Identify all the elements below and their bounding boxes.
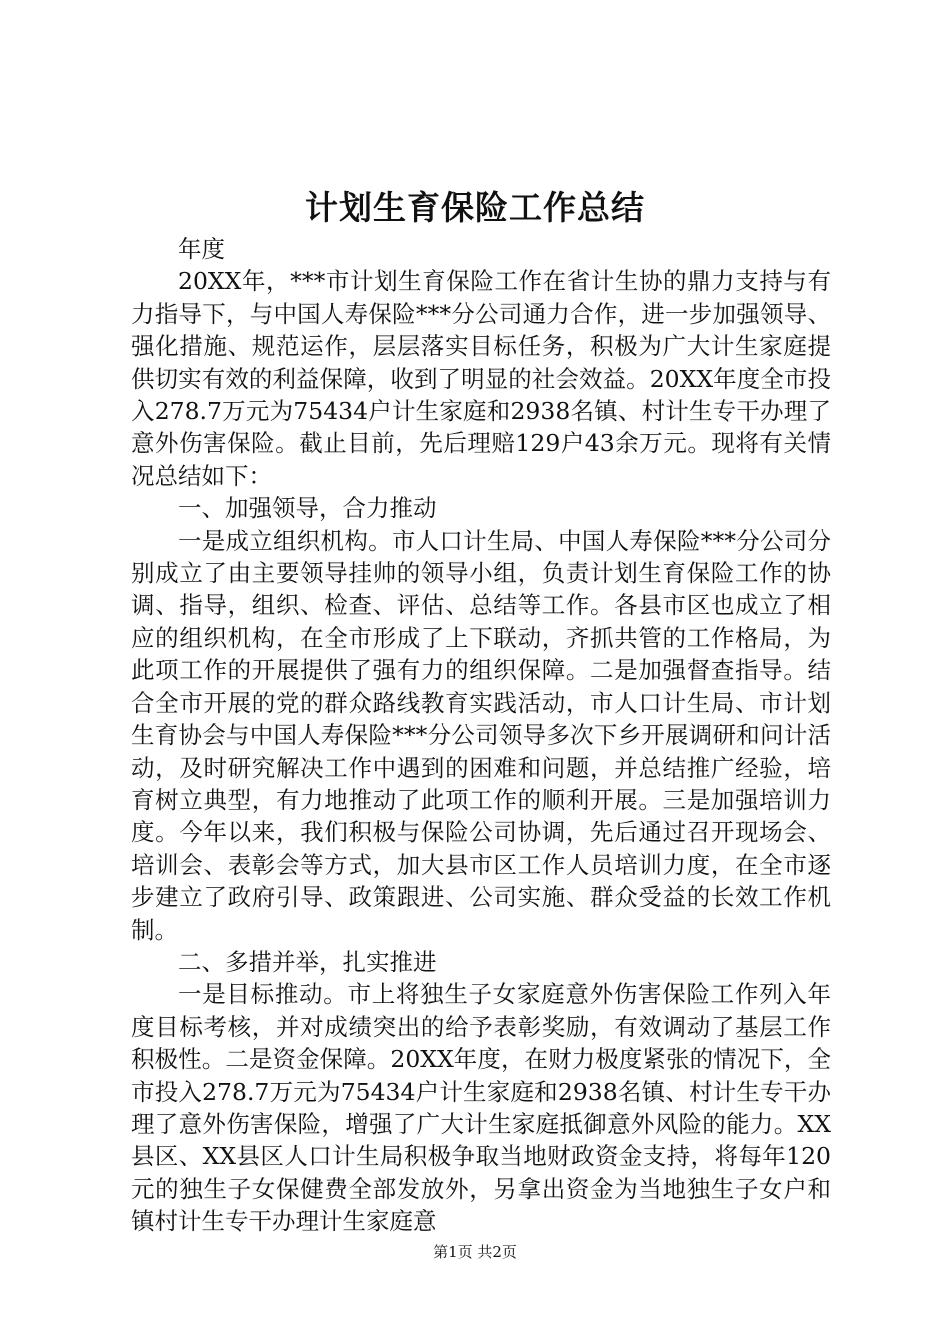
paragraph-year: 年度 (178, 235, 225, 263)
document-body (131, 233, 831, 1238)
document-title: 计划生育保险工作总结 (305, 188, 645, 227)
paragraph-section-1: 一是成立组织机构。市人口计生局、中国人寿保险***分公司分别成立了由主要领导挂帅的领导小组，负责计划生育保险工作的协调、指导，组织、检查、评估、总结等工作。各县市区也成立了相应的组织机构，在全市形成了上下联动，齐抓共管的工作格局，为此项工作的开展提供了强有力的组织保障。二是加强督查指导。结合全市开展的党的群众路线教育实践活动，市人口计生局、市计划生育协会与中国人寿保险***分公司领导多次下乡开展调研和问计活动，及时研究解决工作中遇到的困难和问题，并总结推广经验，培育树立典型，有力地推动了此项工作的顺利开展。三是加强培训力度。今年以来，我们积极与保险公司协调，先后通过召开现场会、培训会、表彰会等方式，加大县市区工作人员培训力度，在全市逐步建立了政府引导、政策跟进、公司实施、群众受益的长效工作机制。 (131, 526, 831, 944)
paragraph-section-2: 一是目标推动。市上将独生子女家庭意外伤害保险工作列入年度目标考核，并对成绩突出的给予表彰奖励，有效调动了基层工作积极性。二是资金保障。20XX年度，在财力极度紧张的情况下，全市投入278.7万元为75434户计生家庭和2938名镇、村计生专干办理了意外伤害保险，增强了广大计生家庭抵御意外风险的能力。XX县区、XX县区人口计生局积极争取当地财政资金支持，将每年120元的独生子女保健费全部发放外，另拿出资金为当地独生子女户和镇村计生专干办理计生家庭意 (131, 980, 831, 1236)
paragraph-intro: 20XX年，***市计划生育保险工作在省计生协的鼎力支持与有力指导下，与中国人寿保险***分公司通力合作，进一步加强领导、强化措施、规范运作，层层落实目标任务，积极为广大计生家庭提供切实有效的利益保障，收到了明显的社会效益。20XX年度全市投入278.7万元为75434户计生家庭和2938名镇、村计生专干办理了意外伤害保险。截止目前，先后理赔129户43余万元。现将有关情况总结如下： (131, 267, 831, 490)
section-heading-2: 二、多措并举，扎实推进 (178, 947, 437, 976)
page-footer: 第1页 共2页 (433, 1243, 517, 1261)
section-heading-1: 一、加强领导，合力推动 (178, 494, 437, 523)
